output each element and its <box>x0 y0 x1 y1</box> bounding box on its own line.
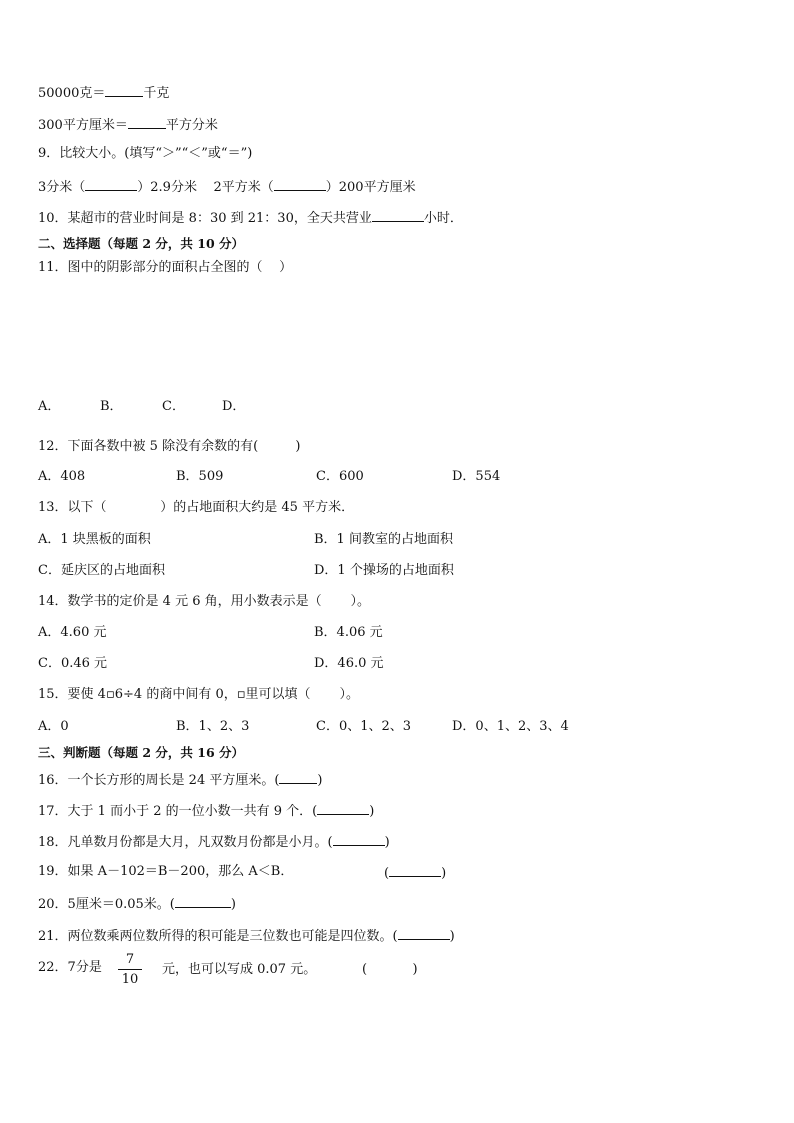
q10-unit: 小时． <box>423 211 463 226</box>
answer-blank[interactable] <box>279 771 317 784</box>
q13-option-d[interactable]: D．1 个操场的占地面积 <box>314 563 454 578</box>
q14-option-b[interactable]: B．4.06 元 <box>314 625 383 640</box>
q15-option-c[interactable]: C．0、1、2、3 <box>316 719 412 734</box>
q14-option-c[interactable]: C．0.46 元 <box>38 656 108 671</box>
paren-close: ) <box>230 897 236 912</box>
question-12: 12．下面各数中被 5 除没有余数的有( ) <box>38 439 301 454</box>
question-19 <box>38 864 293 880</box>
answer-blank[interactable] <box>274 178 326 191</box>
q9-text-3: ）200平方厘米 <box>325 180 416 195</box>
answer-blank[interactable] <box>398 927 450 940</box>
section-heading-judge: 三、判断题（每题 2 分，共 16 分） <box>38 745 245 760</box>
question-11: 11．图中的阴影部分的面积占全图的（ ） <box>38 260 293 275</box>
question-9: 9．比较大小。(填写“＞”“＜”或“＝”) <box>38 146 253 161</box>
q22-answer-parens[interactable]: ( ) <box>362 962 418 977</box>
q13-option-c[interactable]: C．延庆区的占地面积 <box>38 563 165 578</box>
paren-close: ) <box>441 866 447 881</box>
q9-compare-line <box>38 178 416 196</box>
paren-close: ) <box>384 835 390 850</box>
q14-option-a[interactable]: A．4.60 元 <box>38 625 107 640</box>
q9-text-2: ）2.9分米 2平方米（ <box>137 180 274 195</box>
fraction-seven-tenths <box>118 952 142 987</box>
fraction-numerator: 7 <box>125 952 135 967</box>
answer-blank[interactable] <box>333 833 385 846</box>
q21-text: 21．两位数乘两位数所得的积可能是三位数也可能是四位数。( <box>38 929 398 944</box>
q13-option-b[interactable]: B．1 间教室的占地面积 <box>314 532 453 547</box>
q13-option-a[interactable]: A．1 块黑板的面积 <box>38 532 151 547</box>
q8-line-1 <box>38 84 169 102</box>
q19-text: 19．如果 A－102＝B－200，那么 A＜B． <box>38 864 294 879</box>
answer-blank[interactable] <box>372 209 424 222</box>
answer-blank[interactable] <box>175 895 231 908</box>
q12-option-a[interactable]: A．408 <box>38 469 86 484</box>
question-20 <box>38 895 236 913</box>
q19-answer <box>384 864 446 882</box>
question-14: 14．数学书的定价是 4 元 6 角，用小数表示是（ ）。 <box>38 594 371 609</box>
q8-line-2 <box>38 116 218 134</box>
paren-close: ) <box>317 773 323 788</box>
q16-text: 16．一个长方形的周长是 24 平方厘米。( <box>38 773 280 788</box>
q8-unit-2: 平方分米 <box>165 118 218 133</box>
answer-blank[interactable] <box>105 84 143 97</box>
q8-text-2: 300平方厘米＝ <box>38 118 128 133</box>
q11-option-b[interactable]: B． <box>100 399 123 414</box>
paren-close: ) <box>369 804 375 819</box>
question-16 <box>38 771 323 789</box>
q18-text: 18．凡单数月份都是大月，凡双数月份都是小月。( <box>38 835 333 850</box>
question-15: 15．要使 4▫6÷4 的商中间有 0，▫里可以填（ ）。 <box>38 687 359 702</box>
question-21 <box>38 927 455 945</box>
q10-text: 10．某超市的营业时间是 8：30 到 21：30，全天共营业 <box>38 211 372 226</box>
q12-option-d[interactable]: D．554 <box>452 469 501 484</box>
q22-text-2: 元，也可以写成 0.07 元。 <box>162 962 317 977</box>
q11-option-c[interactable]: C． <box>162 399 185 414</box>
answer-blank[interactable] <box>389 864 441 877</box>
q12-option-c[interactable]: C．600 <box>316 469 364 484</box>
q17-text: 17．大于 1 而小于 2 的一位小数一共有 9 个．( <box>38 804 318 819</box>
q8-text-1: 50000克＝ <box>38 86 106 101</box>
question-22: 22．7分是 <box>38 960 102 975</box>
question-13: 13．以下（ ）的占地面积大约是 45 平方米． <box>38 500 355 515</box>
q9-text-1: 3分米（ <box>38 180 86 195</box>
q14-option-d[interactable]: D．46.0 元 <box>314 656 384 671</box>
q15-option-a[interactable]: A．0 <box>38 719 69 734</box>
q15-option-b[interactable]: B．1、2、3 <box>176 719 250 734</box>
question-17 <box>38 802 374 820</box>
q11-option-d[interactable]: D． <box>222 399 246 414</box>
q20-text: 20．5厘米＝0.05米。( <box>38 897 175 912</box>
q15-option-d[interactable]: D．0、1、2、3、4 <box>452 719 569 734</box>
q8-unit-1: 千克 <box>143 86 170 101</box>
fraction-denominator: 10 <box>121 972 139 987</box>
answer-blank[interactable] <box>317 802 369 815</box>
paren-open: ( <box>384 866 390 881</box>
question-18 <box>38 833 390 851</box>
answer-blank[interactable] <box>85 178 137 191</box>
answer-blank[interactable] <box>128 116 166 129</box>
question-10 <box>38 209 463 227</box>
paren-close: ) <box>449 929 455 944</box>
fraction-bar <box>118 969 142 970</box>
section-heading-choice: 二、选择题（每题 2 分，共 10 分） <box>38 236 245 251</box>
q11-option-a[interactable]: A． <box>38 399 61 414</box>
q12-option-b[interactable]: B．509 <box>176 469 224 484</box>
